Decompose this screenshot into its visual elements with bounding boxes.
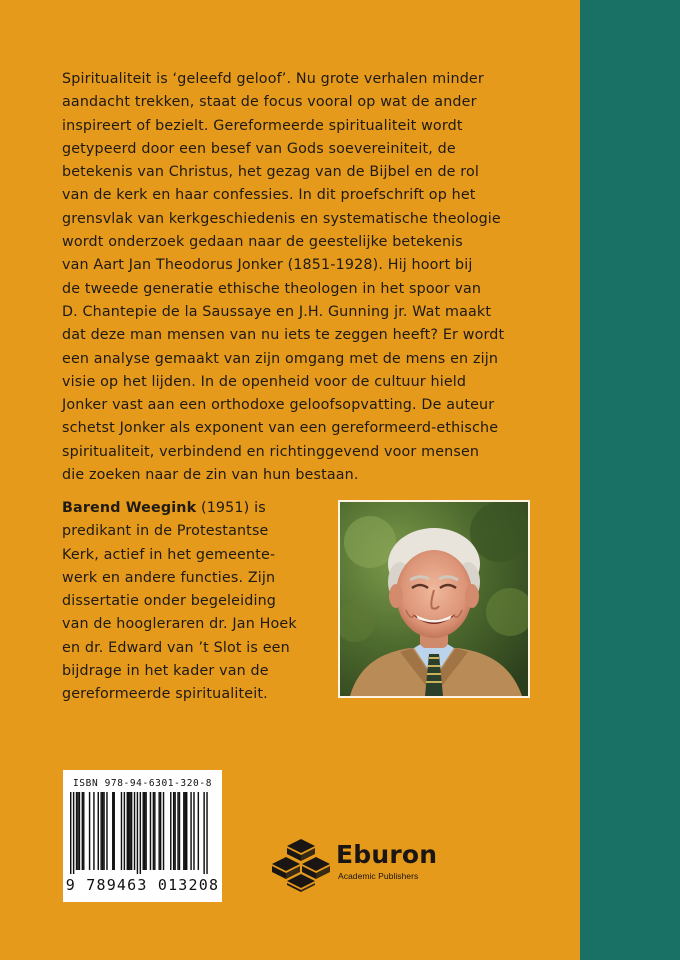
- barcode-bar: [153, 792, 154, 870]
- barcode-bar: [93, 792, 94, 870]
- barcode-bar: [154, 792, 155, 870]
- barcode-bar: [121, 792, 122, 870]
- barcode-bar: [174, 792, 175, 870]
- barcode-bar: [114, 792, 115, 870]
- barcode-bar: [170, 792, 171, 870]
- author-bio-line: werk en andere functies. Zijn: [62, 569, 276, 586]
- barcode-bar: [131, 792, 132, 870]
- publisher-subtitle: Academic Publishers: [338, 871, 419, 881]
- author-birth-year: (1951) is: [196, 500, 266, 516]
- barcode-bar: [98, 792, 99, 870]
- barcode-bars: [70, 792, 215, 874]
- ean-digits: 9 789463 013208: [65, 876, 220, 894]
- barcode-bar: [106, 792, 107, 870]
- barcode-bar: [173, 792, 174, 870]
- barcode-bar: [70, 792, 71, 874]
- author-bio-line: predikant in de Protestantse: [62, 523, 269, 540]
- author-bio: [62, 497, 332, 707]
- barcode-bar: [102, 792, 103, 870]
- blurb-line: schetst Jonker als exponent van een gereformeerd-ethische: [62, 420, 499, 437]
- blurb-line: wordt onderzoek gedaan naar de geestelijke betekenis: [62, 234, 463, 251]
- barcode-bar: [79, 792, 80, 870]
- blurb-line: D. Chantepie de la Saussaye en J.H. Gunning jr. Wat maakt: [62, 303, 492, 320]
- blurb-line: een analyse gemaakt van zijn omgang met de mens en zijn: [62, 350, 499, 367]
- blurb-line: getypeerd door een besef van Gods soevereiniteit, de: [62, 140, 456, 157]
- barcode-bar: [112, 792, 113, 870]
- blurb-line: van de kerk en haar confessies. In dit proefschrift op het: [62, 187, 476, 204]
- barcode-bar: [89, 792, 90, 870]
- publisher-logo: [272, 838, 472, 894]
- barcode-bar: [185, 792, 186, 870]
- author-bio-line: Kerk, actief in het gemeente-: [62, 546, 276, 563]
- barcode-bar: [183, 792, 184, 870]
- barcode-bar: [73, 792, 74, 874]
- barcode-bar: [82, 792, 83, 870]
- blurb-line: spiritualiteit, verbindend en richtinggevend voor mensen: [62, 443, 480, 460]
- barcode-bar: [77, 792, 78, 870]
- barcode-bar: [144, 792, 145, 870]
- barcode-bar: [128, 792, 129, 870]
- barcode-bar: [150, 792, 151, 870]
- author-bio-line: gereformeerde spiritualiteit.: [62, 686, 268, 703]
- barcode-bar: [129, 792, 130, 870]
- author-name: Barend Weegink: [62, 500, 197, 516]
- blurb-line: van Aart Jan Theodorus Jonker (1851-1928). Hij hoort bij: [62, 257, 473, 274]
- author-bio-line: van de hoogleraren dr. Jan Hoek: [62, 616, 297, 633]
- barcode-bar: [203, 792, 204, 874]
- publisher-name: Eburon: [336, 840, 438, 869]
- barcode-bar: [127, 792, 128, 870]
- barcode-bar: [190, 792, 191, 870]
- barcode-bar: [124, 792, 125, 870]
- blurb-line: de tweede generatie ethische theologen in het spoor van: [62, 280, 482, 297]
- barcode-bar: [100, 792, 101, 870]
- barcode-bar: [206, 792, 207, 874]
- barcode-bar: [76, 792, 77, 870]
- author-bio-line: en dr. Edward van ’t Slot is een: [62, 639, 290, 656]
- blurb-text: [62, 68, 530, 487]
- barcode-bar: [145, 792, 146, 870]
- blurb-line: betekenis van Christus, het gezag van de Bijbel en de rol: [62, 164, 480, 181]
- barcode-bar: [179, 792, 180, 870]
- barcode-bar: [193, 792, 194, 870]
- barcode-bar: [163, 792, 164, 870]
- isbn-barcode: [63, 770, 222, 902]
- barcode-bar: [83, 792, 84, 870]
- barcode-bar: [186, 792, 187, 870]
- blurb-line: die zoeken naar de zin van hun bestaan.: [62, 467, 359, 484]
- barcode-bar: [198, 792, 199, 870]
- barcode-bar: [137, 792, 138, 874]
- blurb-line: Spiritualiteit is ‘geleefd geloof’. Nu grote verhalen minder: [62, 71, 484, 87]
- blurb-line: dat deze man mensen van nu iets te zeggen heeft? Er wordt: [62, 327, 505, 344]
- blurb-line: visie op het lijden. In de openheid voor de cultuur hield: [62, 373, 467, 390]
- blurb-line: grensvlak van kerkgeschiedenis en systematische theologie: [62, 210, 501, 227]
- barcode-bar: [158, 792, 159, 870]
- author-photo: [338, 500, 530, 698]
- isbn-label: ISBN 978-94-6301-320-8: [72, 778, 213, 789]
- barcode-bar: [134, 792, 135, 870]
- barcode-bar: [103, 792, 104, 870]
- barcode-bar: [160, 792, 161, 870]
- stacked-books-logo-icon: [272, 838, 330, 892]
- author-portrait-illustration: [340, 502, 528, 696]
- blurb-line: inspireert of bezielt. Gereformeerde spiritualiteit wordt: [62, 117, 463, 134]
- author-bio-first-line: [62, 497, 332, 520]
- author-bio-line: dissertatie onder begeleiding: [62, 593, 277, 610]
- spine-edge: [580, 0, 680, 960]
- blurb-line: Jonker vast aan een orthodoxe geloofsopvatting. De auteur: [62, 397, 495, 414]
- barcode-bar: [140, 792, 141, 874]
- blurb-line: aandacht trekken, staat de focus vooral op wat de ander: [62, 94, 477, 111]
- barcode-bar: [177, 792, 178, 870]
- author-bio-line: bijdrage in het kader van de: [62, 663, 269, 680]
- barcode-bar: [143, 792, 144, 870]
